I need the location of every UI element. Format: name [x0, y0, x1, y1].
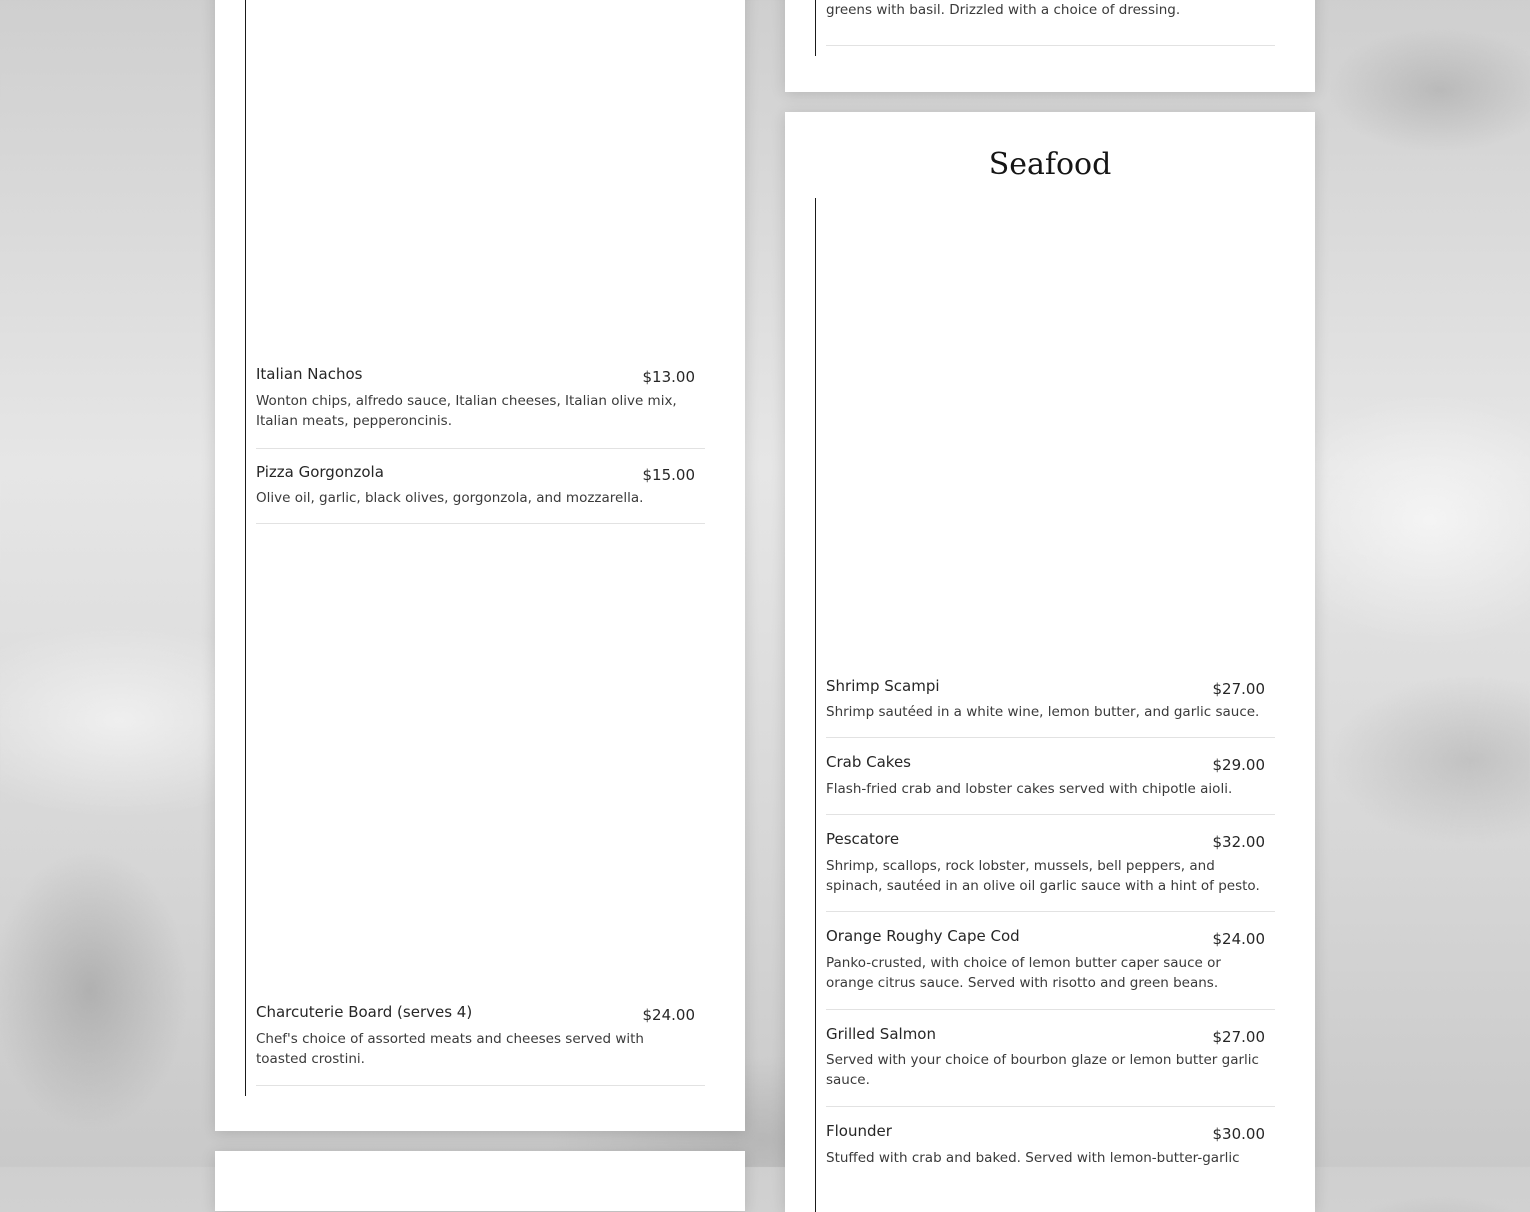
menu-item [826, 927, 1275, 1010]
menu-item [826, 677, 1275, 738]
menu-item-description: Panko-crusted, with choice of lemon butter caper sauce or orange citrus sauce. Served with risotto and green beans. [826, 955, 1221, 991]
menu-item-description: Flash-fried crab and lobster cakes served with chipotle aioli. [826, 781, 1233, 797]
menu-item [826, 0, 1275, 46]
menu-item-price: $27.00 [1212, 680, 1265, 698]
menu-item [826, 753, 1275, 815]
section-title: Seafood [988, 147, 1112, 182]
menu-item-price: $32.00 [1212, 833, 1265, 851]
menu-item-price: $24.00 [1212, 930, 1265, 948]
vertical-rule [815, 198, 816, 1212]
menu-item-description: greens with basil. Drizzled with a choice of dressing. [826, 2, 1181, 18]
menu-item [256, 1003, 705, 1086]
menu-item [826, 1025, 1275, 1107]
menu-item-description: Olive oil, garlic, black olives, gorgonzola, and mozzarella. [256, 490, 644, 506]
menu-item-description: Shrimp sautéed in a white wine, lemon butter, and garlic sauce. [826, 704, 1260, 720]
menu-item-price: $24.00 [642, 1006, 695, 1024]
menu-item-price: $27.00 [1212, 1028, 1265, 1046]
menu-item-price: $13.00 [642, 368, 695, 386]
menu-item-price: $30.00 [1212, 1125, 1265, 1143]
menu-card-left-bottom [215, 1151, 745, 1211]
menu-item [256, 365, 705, 449]
menu-item-name: Pescatore [826, 830, 900, 848]
vertical-rule [815, 0, 816, 56]
menu-item-name: Flounder [826, 1122, 892, 1140]
menu-item [256, 463, 705, 524]
menu-item-name: Shrimp Scampi [826, 677, 940, 695]
menu-item-name: Orange Roughy Cape Cod [826, 927, 1020, 945]
menu-item [826, 1122, 1275, 1202]
menu-item-name: Pizza Gorgonzola [256, 463, 384, 481]
vertical-rule [245, 0, 246, 1096]
menu-item-description: Shrimp, scallops, rock lobster, mussels, bell peppers, and spinach, sautéed in an olive oil garlic sauce with a hint of pesto. [826, 858, 1260, 894]
menu-item-name: Crab Cakes [826, 753, 911, 771]
menu-item-price: $29.00 [1212, 756, 1265, 774]
menu-card-seafood [785, 112, 1315, 1212]
menu-item-description: Served with your choice of bourbon glaze or lemon butter garlic sauce. [826, 1052, 1259, 1088]
menu-item-name: Italian Nachos [256, 365, 363, 383]
menu-item-name: Grilled Salmon [826, 1025, 936, 1043]
menu-card-right-top [785, 0, 1315, 92]
menu-item [826, 830, 1275, 912]
menu-item-description: Chef's choice of assorted meats and cheeses served with toasted crostini. [256, 1031, 644, 1067]
menu-item-description: Stuffed with crab and baked. Served with lemon-butter-garlic [826, 1150, 1240, 1166]
menu-item-description: Wonton chips, alfredo sauce, Italian cheeses, Italian olive mix, Italian meats, pepperoncinis. [256, 393, 677, 429]
menu-item-name: Charcuterie Board (serves 4) [256, 1003, 473, 1021]
menu-card-left [215, 0, 745, 1131]
menu-item-price: $15.00 [642, 466, 695, 484]
